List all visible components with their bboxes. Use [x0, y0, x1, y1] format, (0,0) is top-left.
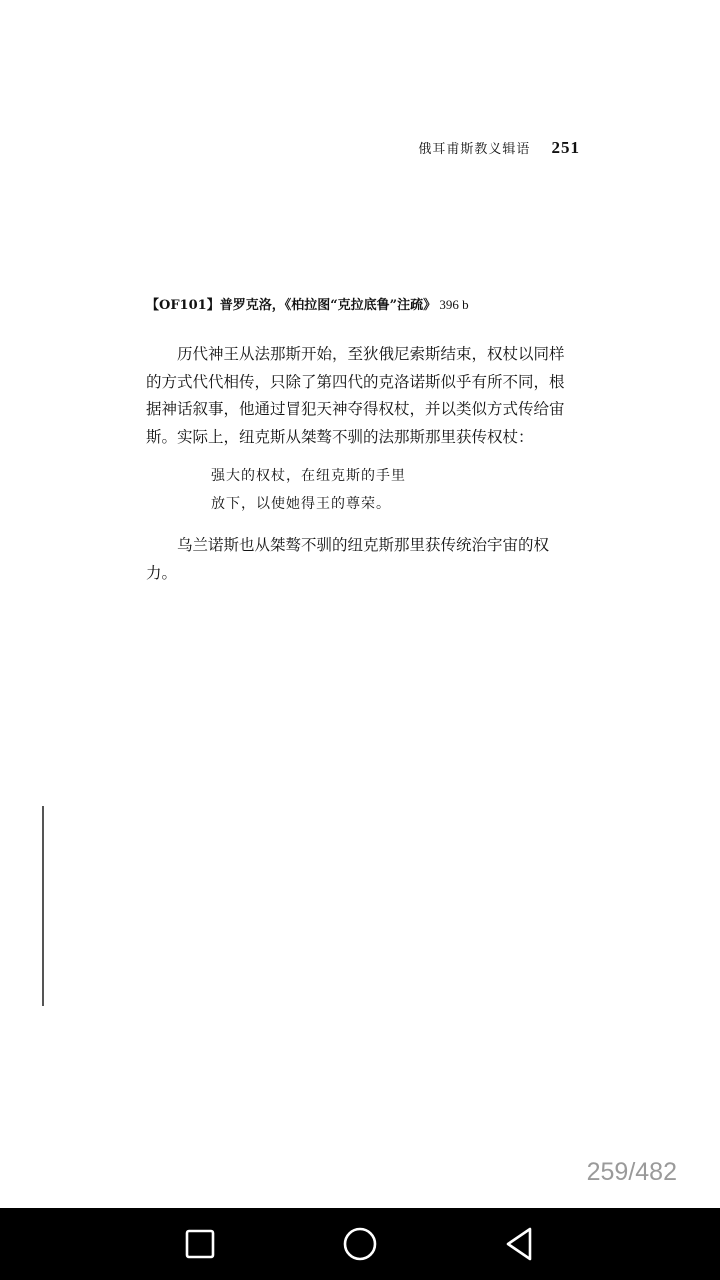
paragraph-line: 乌兰诺斯也从桀骜不驯的纽克斯那里获传统治宇宙的权 — [177, 536, 550, 554]
running-header — [0, 138, 580, 158]
recent-apps-button[interactable] — [176, 1220, 224, 1268]
verse-line: 强大的权杖，在纽克斯的手里 — [211, 468, 406, 484]
fragment-reference — [146, 294, 469, 313]
system-navigation-bar — [0, 1208, 720, 1280]
circle-icon — [342, 1226, 378, 1262]
paragraph-line: 的方式代代相传，只除了第四代的克洛诺斯似乎有所不同，根 — [146, 372, 565, 391]
fragment-page-ref: 396 b — [439, 297, 469, 312]
scan-artifact-line — [42, 806, 44, 1006]
running-header-title: 俄耳甫斯教义辑语 — [418, 142, 531, 157]
page-counter: 259/482 — [586, 1158, 677, 1186]
triangle-back-icon — [503, 1226, 537, 1262]
fragment-reference-label: 【OF101】普罗克洛，《柏拉图“克拉底鲁”注疏》 — [146, 298, 437, 313]
paragraph-line: 历代神王从法那斯开始，至狄俄尼索斯结束，权杖以同样 — [177, 345, 565, 363]
paragraph-line: 据神话叙事，他通过冒犯天神夺得权杖，并以类似方式传给宙 — [146, 400, 565, 418]
paragraph-line: 斯。实际上，纽克斯从桀骜不驯的法那斯那里获传权杖： — [146, 427, 534, 446]
book-page-number: 251 — [551, 138, 580, 157]
verse-quote — [211, 462, 406, 518]
body-paragraph-1 — [146, 341, 586, 451]
square-icon — [184, 1228, 216, 1260]
paragraph-line: 力。 — [146, 563, 178, 582]
verse-line: 放下，以使她得王的尊荣。 — [211, 496, 391, 512]
home-button[interactable] — [336, 1220, 384, 1268]
back-button[interactable] — [496, 1220, 544, 1268]
body-paragraph-2 — [146, 532, 586, 587]
